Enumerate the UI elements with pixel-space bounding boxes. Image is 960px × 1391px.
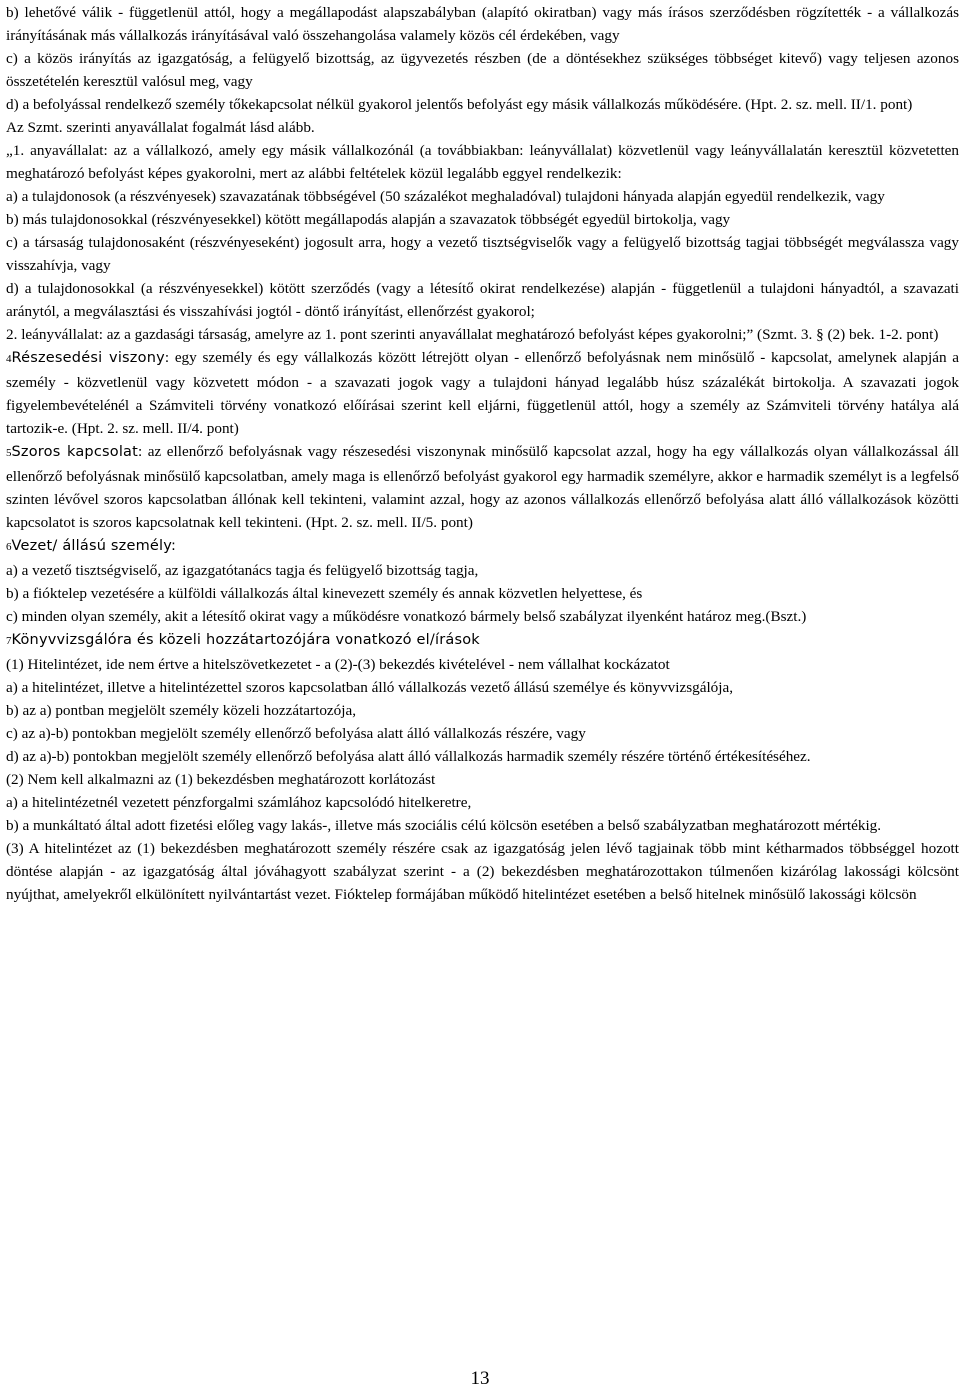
paragraph-anya-c: c) a társaság tulajdonosaként (részvényeseként) jogosult arra, hogy a vezető tisztségviselők vagy a felügyelő bizottság tagjai többségét megválassza vagy visszahívja, vagy xyxy=(6,234,959,274)
definition-number: 6 xyxy=(6,541,12,553)
def7-para-2-b: b) a munkáltató által adott fizetési előleg vagy lakás-, illetve más szociális célú kölcsön esetében a belső szabályzatban meghatározott mértékig. xyxy=(6,817,882,834)
def7-para-3: (3) A hitelintézet az (1) bekezdésben meghatározott személy részére csak az igazgatóság jelen lévő tagjainak több mint kétharmados többséggel hozott döntése alapján - az igazgatóság által jóváhagyott szabályzat szerint - a (2) bekezdésben meghatározottakon túlmenően kizárólag lakossági kölcsönt nyújthat, amelyekről elkülönített nyilvántartást vezet. Fióktelep formájában működő hitelintézet esetében a belső hitelnek minősülő lakossági kölcsön xyxy=(6,840,959,903)
definition-number: 7 xyxy=(6,635,12,647)
def7-para-1: (1) Hitelintézet, ide nem értve a hitelszövetkezetet - a (2)-(3) bekezdés kivételével - nem vállalhat kockázatot xyxy=(6,656,670,673)
def7-para-2-a: a) a hitelintézetnél vezetett pénzforgalmi számlához kapcsolódó hitelkeretre, xyxy=(6,794,472,811)
page-number: 13 xyxy=(470,1368,490,1389)
def7-item-d: d) az a)-b) pontokban megjelölt személy ellenőrző befolyása alatt álló vállalkozás harmadik személy részére történő értékesítéséhez. xyxy=(6,748,811,765)
paragraph-c: c) a közös irányítás az igazgatóság, a felügyelő bizottság, az ügyvezetés részben (de a döntésekhez szükséges többséget kitevő) vagy teljesen azonos összetételén keresztül valósul meg, vagy xyxy=(6,50,959,90)
definition-number: 5 xyxy=(6,447,12,459)
definition-text: : az ellenőrző befolyásnak vagy részesedési viszonynak minősülő kapcsolat azzal, hogy ha egy vállalkozás olyan vállalkozással áll ellenőrző befolyásnak minősülő kapcsolatban, amely maga is ellenőrző befolyást gyakorol egy harmadik személyre, akkor e harmadik személyt is a legfelső szinten lévővel szoros kapcsolatban állónak kell tekinteni, valamint azzal, hogy az azonos vállalkozás ellenőrző befolyása alatt álló vállalkozások közötti kapcsolatot is szoros kapcsolatnak kell tekinteni. (Hpt. 2. sz. mell. II/5. pont) xyxy=(6,443,960,531)
definition-7 xyxy=(6,628,959,653)
def7-item-a: a) a hitelintézet, illetve a hitelintézettel szoros kapcsolatban álló vállalkozás vezető állású személye és könyvvizsgálója, xyxy=(6,679,734,696)
definition-6 xyxy=(6,534,959,559)
paragraph-anya-b: b) más tulajdonosokkal (részvényesekkel) kötött megállapodás alapján a szavazatok többségét egyedül birtokolja, vagy xyxy=(6,211,731,228)
definition-heading: Vezet/ állású személy: xyxy=(11,538,177,554)
paragraph-anya-a: a) a tulajdonosok (a részvényesek) szavazatának többségével (50 százalékot meghaladóval) tulajdoni hányada alapján egyedül rendelkezik, vagy xyxy=(6,188,885,205)
definition-5 xyxy=(6,440,959,534)
def7-para-2: (2) Nem kell alkalmazni az (1) bekezdésben meghatározott korlátozást xyxy=(6,771,436,788)
paragraph-szmt-note: Az Szmt. szerinti anyavállalat fogalmát lásd alább. xyxy=(6,119,315,136)
def6-item-a: a) a vezető tisztségviselő, az igazgatótanács tagja és felügyelő bizottság tagja, xyxy=(6,562,479,579)
definition-heading: Szoros kapcsolat xyxy=(11,444,139,460)
definition-text: : egy személy és egy vállalkozás között létrejött olyan - ellenőrző befolyásnak nem minősülő - kapcsolat, amelynek alapján a személy - közvetlenül vagy közvetett módon - a szavazati jogok vagy a tulajdoni hányad legalább húsz százalékát birtokolja. A szavazati jogok figyelembevételénél a Számviteli törvény vonatkozó előírásai szerint kell eljárni, függetlenül attól, hogy a személy az Számviteli törvény hatálya alá tartozik-e. (Hpt. 2. sz. mell. II/4. pont) xyxy=(6,349,959,437)
paragraph-b: b) lehetővé válik - függetlenül attól, hogy a megállapodást alapszabályban (alapító okiratban) vagy más írásos szerződésben rögzítették - a vállalkozás irányításának más vállalkozás irányításával való összehangolása valamely közös cél érdekében, vagy xyxy=(6,4,959,44)
paragraph-d: d) a befolyással rendelkező személy tőkekapcsolat nélkül gyakorol jelentős befolyást egy másik vállalkozás működésére. (Hpt. 2. sz. mell. II/1. pont) xyxy=(6,96,913,113)
def6-item-b: b) a fióktelep vezetésére a külföldi vállalkozás által kinevezett személy és annak közvetlen helyettese, és xyxy=(6,585,643,602)
paragraph-leanyvallalat: 2. leányvállalat: az a gazdasági társaság, amelyre az 1. pont szerinti anyavállalat meghatározó befolyást képes gyakorolni;” (Szmt. 3. § (2) bek. 1-2. pont) xyxy=(6,326,939,343)
definition-heading: Könyvvizsgálóra és közeli hozzátartozójára vonatkozó el/írások xyxy=(11,632,480,648)
document-page xyxy=(6,0,959,906)
paragraph-anyavallalat: „1. anyavállalat: az a vállalkozó, amely egy másik vállalkozónál (a továbbiakban: leányvállalat) közvetlenül vagy leányvállalatán keresztül közvetetten meghatározó befolyást képes gyakorolni, mert az alábbi feltételek közül legalább eggyel rendelkezik: xyxy=(6,142,959,182)
definition-heading: Részesedési viszony xyxy=(11,350,165,366)
def6-item-c: c) minden olyan személy, akit a létesítő okirat vagy a működésre vonatkozó bármely belső szabályzat ilyenként határoz meg.(Bszt.) xyxy=(6,608,807,625)
definition-4 xyxy=(6,346,959,440)
paragraph-anya-d: d) a tulajdonosokkal (a részvényesekkel) kötött szerződés (vagy a létesítő okirat rendelkezése) alapján - függetlenül a tulajdoni hányadtól, a szavazati aránytól, a megválasztási és visszahívási jogtól - döntő irányítást, ellenőrzést gyakorol; xyxy=(6,280,959,320)
def7-item-b: b) az a) pontban megjelölt személy közeli hozzátartozója, xyxy=(6,702,357,719)
def7-item-c: c) az a)-b) pontokban megjelölt személy ellenőrző befolyása alatt álló vállalkozás részére, vagy xyxy=(6,725,586,742)
definition-number: 4 xyxy=(6,353,12,365)
